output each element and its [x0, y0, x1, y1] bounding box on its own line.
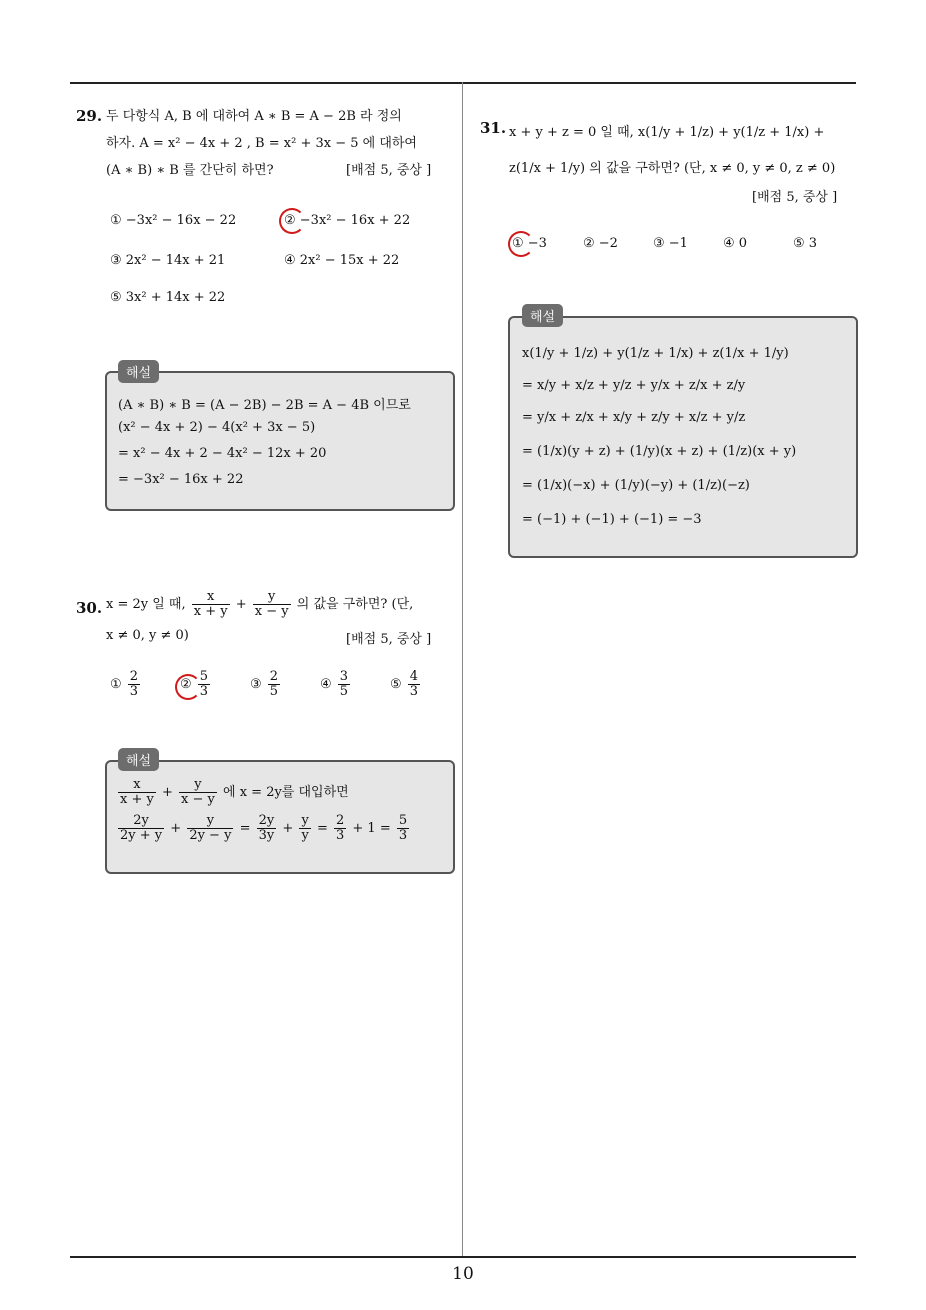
question-text-line: z(1/x + 1/y) 의 값을 구하면? (단, x ≠ 0, y ≠ 0, z ≠ 0)	[509, 161, 836, 176]
plus-sign: +	[235, 597, 247, 612]
choice-mark: ②	[180, 677, 192, 692]
solution-tag: 해설	[522, 304, 563, 327]
denominator: 3	[335, 828, 345, 843]
numerator: 2	[335, 813, 345, 828]
denominator: 5	[339, 684, 349, 699]
bottom-rule	[70, 1256, 856, 1258]
question-number: 29.	[76, 107, 103, 125]
denominator: 5	[269, 684, 279, 699]
numerator: y	[187, 814, 233, 829]
fraction	[338, 670, 350, 699]
fraction	[268, 670, 280, 699]
numerator: x	[192, 590, 230, 605]
fraction	[192, 590, 230, 619]
choice-5[interactable]: ⑤ 3x² + 14x + 22	[110, 290, 226, 305]
numerator: 2y	[118, 814, 164, 829]
question-prefix: x = 2y 일 때,	[106, 597, 186, 612]
solution-text: + 1 =	[352, 821, 391, 836]
plus-sign: +	[170, 821, 182, 836]
solution-line	[116, 778, 349, 807]
denominator: y	[301, 828, 309, 843]
denominator: 3	[409, 684, 419, 699]
choice-4[interactable]: ④ 2x² − 15x + 22	[284, 253, 400, 268]
numerator: 5	[199, 669, 209, 684]
denominator: 3	[398, 828, 408, 843]
solution-tag: 해설	[118, 360, 159, 383]
answer-circle-mark	[279, 208, 305, 234]
choice-3[interactable]	[250, 670, 282, 699]
column-divider	[462, 82, 463, 1257]
answer-circle-mark	[175, 674, 201, 700]
solution-line: = −3x² − 16x + 22	[118, 472, 244, 487]
question-suffix: 의 값을 구하면? (단,	[296, 597, 414, 612]
fraction	[118, 778, 156, 807]
numerator: 3	[339, 669, 349, 684]
denominator: x − y	[181, 792, 215, 807]
choice-1[interactable]	[110, 670, 142, 699]
denominator: x + y	[120, 792, 154, 807]
solution-line	[116, 814, 411, 843]
choice-5[interactable]: ⑤ 3	[793, 236, 818, 251]
solution-tag: 해설	[118, 748, 159, 771]
equals-sign: =	[239, 821, 251, 836]
solution-line: = (1/x)(y + z) + (1/y)(x + z) + (1/z)(x + y)	[522, 444, 797, 459]
solution-box	[105, 371, 455, 511]
choice-1[interactable]: ① −3	[512, 236, 547, 251]
numerator: y	[253, 590, 291, 605]
denominator: x + y	[193, 604, 228, 619]
solution-line: = (−1) + (−1) + (−1) = −3	[522, 512, 702, 527]
plus-sign: +	[161, 785, 173, 800]
solution-line: = x² − 4x + 2 − 4x² − 12x + 20	[118, 446, 327, 461]
choice-3[interactable]: ③ −1	[653, 236, 688, 251]
fraction	[187, 814, 233, 843]
solution-line: = y/x + z/x + x/y + z/y + x/z + y/z	[522, 410, 746, 425]
question-text-line: 하자. A = x² − 4x + 2 , B = x² + 3x − 5 에 대하여	[106, 136, 417, 151]
choice-mark: ③	[250, 677, 262, 692]
solution-text: 에 x = 2y를 대입하면	[223, 785, 349, 800]
numerator: y	[179, 778, 217, 793]
choice-3[interactable]: ③ 2x² − 14x + 21	[110, 253, 226, 268]
answer-circle-mark	[508, 231, 534, 257]
denominator: x − y	[254, 604, 289, 619]
choice-4[interactable]	[320, 670, 352, 699]
choice-2[interactable]: ② −2	[583, 236, 618, 251]
top-rule	[70, 82, 856, 84]
fraction	[299, 814, 310, 843]
question-number: 30.	[76, 599, 103, 617]
question-text-line	[106, 590, 413, 619]
fraction	[408, 670, 420, 699]
solution-line: (A ∗ B) ∗ B = (A − 2B) − 2B = A − 4B 이므로	[118, 398, 411, 413]
numerator: x	[118, 778, 156, 793]
choice-5[interactable]	[390, 670, 422, 699]
question-text-line: x ≠ 0, y ≠ 0)	[106, 628, 189, 643]
numerator: 4	[409, 669, 419, 684]
fraction	[397, 814, 409, 843]
numerator: 2	[129, 669, 139, 684]
choice-4[interactable]: ④ 0	[723, 236, 748, 251]
fraction	[128, 670, 140, 699]
solution-line: (x² − 4x + 2) − 4(x² + 3x − 5)	[118, 420, 316, 435]
question-text-line: x + y + z = 0 일 때, x(1/y + 1/z) + y(1/z + 1/x) +	[509, 125, 825, 140]
equals-sign: =	[316, 821, 328, 836]
fraction	[179, 778, 217, 807]
fraction	[334, 814, 346, 843]
denominator: 3y	[258, 828, 275, 843]
denominator: 2y + y	[120, 828, 163, 843]
solution-line: x(1/y + 1/z) + y(1/z + 1/x) + z(1/x + 1/y)	[522, 346, 789, 361]
denominator: 3	[129, 684, 139, 699]
fraction	[253, 590, 291, 619]
numerator: 5	[398, 813, 408, 828]
solution-line: = (1/x)(−x) + (1/y)(−y) + (1/z)(−z)	[522, 478, 750, 493]
solution-line: = x/y + x/z + y/z + y/x + z/x + z/y	[522, 378, 746, 393]
plus-sign: +	[282, 821, 294, 836]
fraction	[257, 814, 277, 843]
choice-mark: ④	[320, 677, 332, 692]
denominator: 2y − y	[189, 828, 232, 843]
choice-1[interactable]: ① −3x² − 16x − 22	[110, 213, 237, 228]
fraction	[118, 814, 164, 843]
score-label: [배점 5, 중상 ]	[752, 190, 838, 205]
page-number: 10	[452, 1264, 474, 1284]
numerator: y	[301, 813, 309, 828]
choice-2[interactable]: ② −3x² − 16x + 22	[284, 213, 411, 228]
question-text-line: (A ∗ B) ∗ B 를 간단히 하면?	[106, 163, 274, 178]
score-label: [배점 5, 중상 ]	[346, 632, 432, 647]
choice-mark: ⑤	[390, 677, 402, 692]
question-text-line: 두 다항식 A, B 에 대하여 A ∗ B = A − 2B 라 정의	[106, 109, 402, 124]
question-number: 31.	[480, 119, 507, 137]
choice-mark: ①	[110, 677, 122, 692]
score-label: [배점 5, 중상 ]	[346, 163, 432, 178]
denominator: 3	[199, 684, 209, 699]
numerator: 2	[269, 669, 279, 684]
numerator: 2y	[258, 813, 275, 828]
